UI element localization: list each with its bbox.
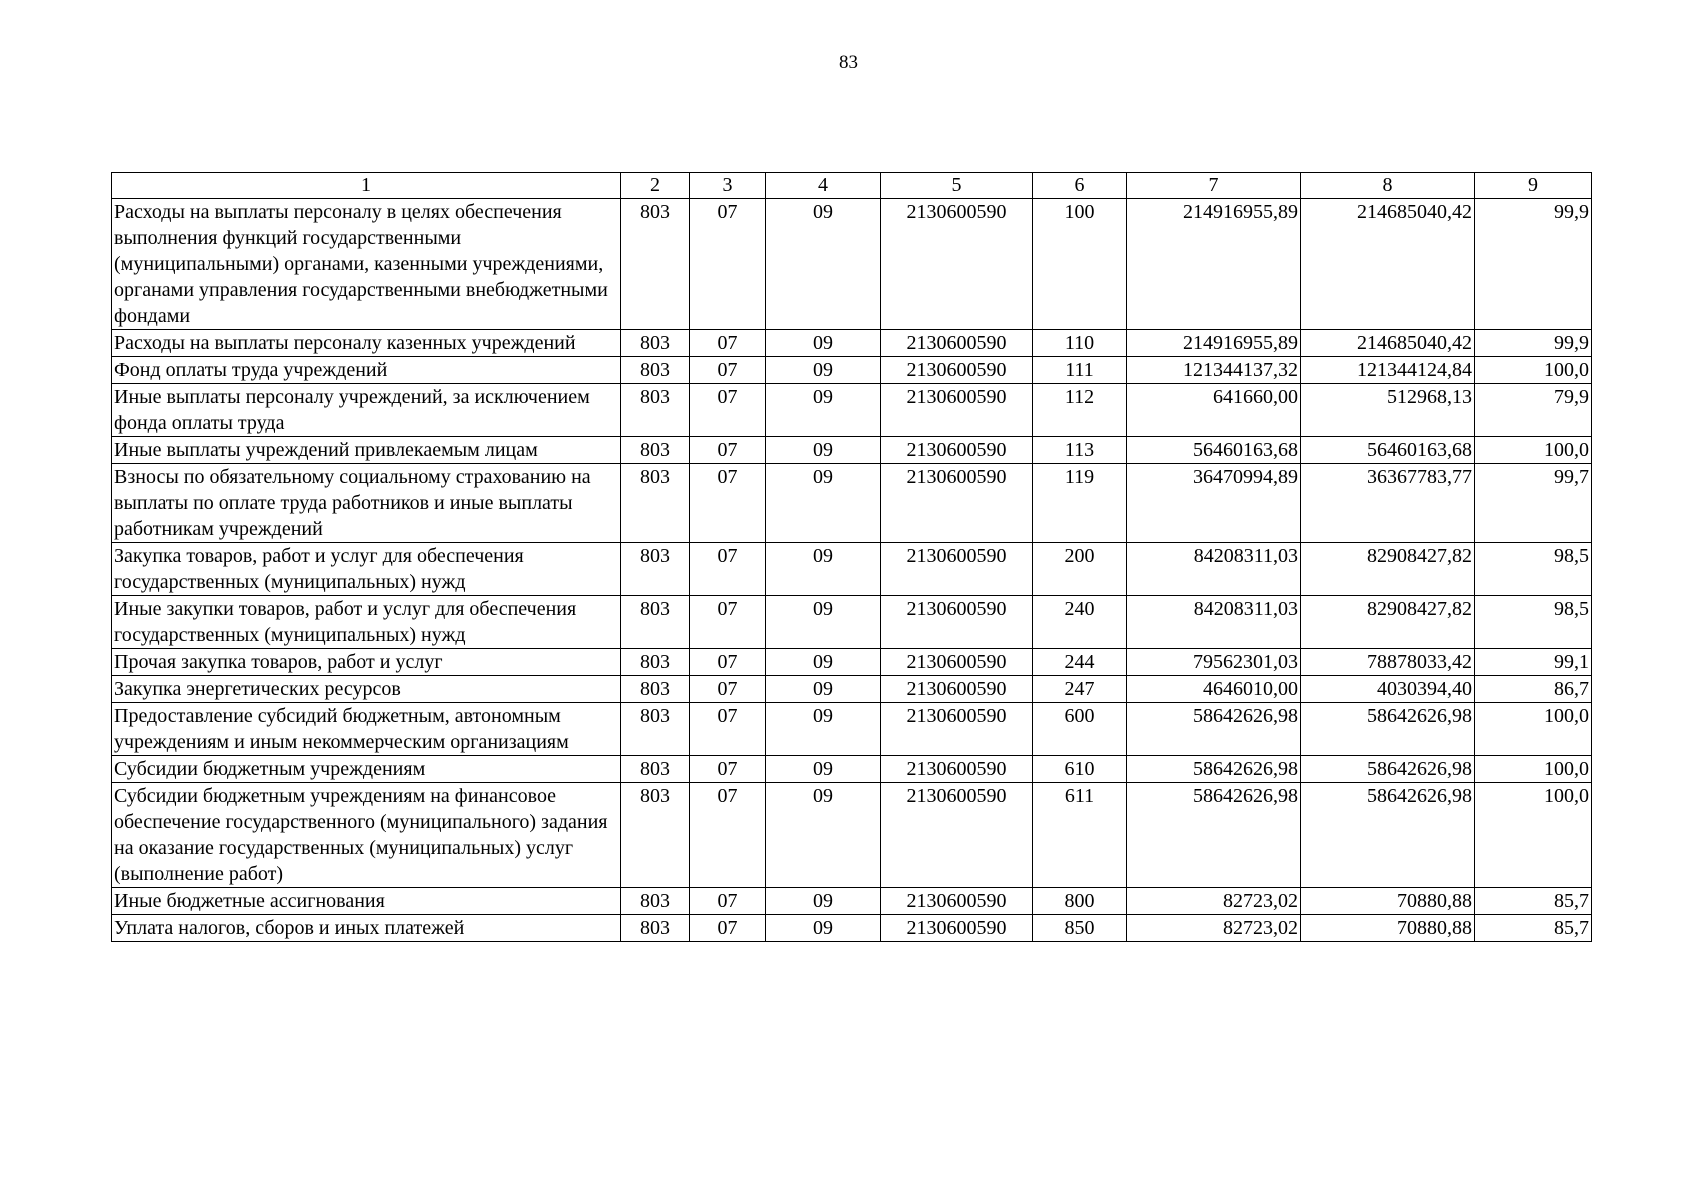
expense-type-cell: 200 [1033, 543, 1127, 596]
expense-name-cell: Уплата налогов, сборов и иных платежей [112, 915, 621, 942]
target-article-cell: 2130600590 [881, 199, 1033, 330]
subsection-code-cell: 09 [766, 199, 881, 330]
subsection-code-cell: 09 [766, 783, 881, 888]
section-code-cell: 07 [690, 888, 766, 915]
section-code-cell: 07 [690, 543, 766, 596]
execution-percent-cell: 98,5 [1475, 543, 1592, 596]
target-article-cell: 2130600590 [881, 703, 1033, 756]
expense-name-cell: Закупка энергетических ресурсов [112, 676, 621, 703]
section-code-cell: 07 [690, 649, 766, 676]
expense-name-cell: Иные выплаты персоналу учреждений, за исключением фонда оплаты труда [112, 384, 621, 437]
subsection-code-cell: 09 [766, 676, 881, 703]
table-row [112, 543, 1592, 596]
planned-amount-cell: 4646010,00 [1127, 676, 1301, 703]
ministry-code-cell: 803 [621, 783, 690, 888]
expense-type-cell: 247 [1033, 676, 1127, 703]
section-code-cell: 07 [690, 756, 766, 783]
expense-name-cell: Расходы на выплаты персоналу в целях обеспечения выполнения функций государственными (муниципальными) органами, казенными учреждениями, органами управления государственными внебюджетными фондами [112, 199, 621, 330]
planned-amount-cell: 214916955,89 [1127, 199, 1301, 330]
execution-percent-cell: 79,9 [1475, 384, 1592, 437]
expense-name-cell: Прочая закупка товаров, работ и услуг [112, 649, 621, 676]
table-row [112, 464, 1592, 543]
expense-type-cell: 600 [1033, 703, 1127, 756]
section-code-cell: 07 [690, 676, 766, 703]
column-header: 2 [621, 173, 690, 199]
section-code-cell: 07 [690, 199, 766, 330]
ministry-code-cell: 803 [621, 384, 690, 437]
planned-amount-cell: 121344137,32 [1127, 357, 1301, 384]
executed-amount-cell: 214685040,42 [1301, 199, 1475, 330]
executed-amount-cell: 70880,88 [1301, 915, 1475, 942]
executed-amount-cell: 70880,88 [1301, 888, 1475, 915]
target-article-cell: 2130600590 [881, 888, 1033, 915]
table-row [112, 756, 1592, 783]
planned-amount-cell: 82723,02 [1127, 888, 1301, 915]
executed-amount-cell: 214685040,42 [1301, 330, 1475, 357]
executed-amount-cell: 58642626,98 [1301, 756, 1475, 783]
execution-percent-cell: 85,7 [1475, 915, 1592, 942]
expense-name-cell: Иные выплаты учреждений привлекаемым лицам [112, 437, 621, 464]
column-header: 7 [1127, 173, 1301, 199]
ministry-code-cell: 803 [621, 676, 690, 703]
expense-name-cell: Иные закупки товаров, работ и услуг для обеспечения государственных (муниципальных) нужд [112, 596, 621, 649]
execution-percent-cell: 98,5 [1475, 596, 1592, 649]
planned-amount-cell: 79562301,03 [1127, 649, 1301, 676]
section-code-cell: 07 [690, 464, 766, 543]
target-article-cell: 2130600590 [881, 915, 1033, 942]
expense-type-cell: 111 [1033, 357, 1127, 384]
ministry-code-cell: 803 [621, 703, 690, 756]
table-row [112, 676, 1592, 703]
subsection-code-cell: 09 [766, 703, 881, 756]
ministry-code-cell: 803 [621, 199, 690, 330]
table-row [112, 199, 1592, 330]
executed-amount-cell: 82908427,82 [1301, 596, 1475, 649]
expense-type-cell: 119 [1033, 464, 1127, 543]
executed-amount-cell: 58642626,98 [1301, 783, 1475, 888]
expense-type-cell: 244 [1033, 649, 1127, 676]
subsection-code-cell: 09 [766, 543, 881, 596]
planned-amount-cell: 82723,02 [1127, 915, 1301, 942]
executed-amount-cell: 58642626,98 [1301, 703, 1475, 756]
section-code-cell: 07 [690, 330, 766, 357]
planned-amount-cell: 641660,00 [1127, 384, 1301, 437]
column-header: 5 [881, 173, 1033, 199]
ministry-code-cell: 803 [621, 357, 690, 384]
table-row [112, 915, 1592, 942]
target-article-cell: 2130600590 [881, 357, 1033, 384]
executed-amount-cell: 82908427,82 [1301, 543, 1475, 596]
target-article-cell: 2130600590 [881, 437, 1033, 464]
executed-amount-cell: 36367783,77 [1301, 464, 1475, 543]
planned-amount-cell: 36470994,89 [1127, 464, 1301, 543]
target-article-cell: 2130600590 [881, 649, 1033, 676]
subsection-code-cell: 09 [766, 437, 881, 464]
planned-amount-cell: 84208311,03 [1127, 543, 1301, 596]
expense-type-cell: 100 [1033, 199, 1127, 330]
section-code-cell: 07 [690, 596, 766, 649]
executed-amount-cell: 4030394,40 [1301, 676, 1475, 703]
executed-amount-cell: 512968,13 [1301, 384, 1475, 437]
expense-name-cell: Расходы на выплаты персоналу казенных учреждений [112, 330, 621, 357]
ministry-code-cell: 803 [621, 649, 690, 676]
expense-type-cell: 113 [1033, 437, 1127, 464]
execution-percent-cell: 99,9 [1475, 199, 1592, 330]
subsection-code-cell: 09 [766, 756, 881, 783]
budget-table [111, 172, 1592, 942]
expense-name-cell: Закупка товаров, работ и услуг для обеспечения государственных (муниципальных) нужд [112, 543, 621, 596]
column-header: 4 [766, 173, 881, 199]
column-header: 3 [690, 173, 766, 199]
subsection-code-cell: 09 [766, 888, 881, 915]
table-row [112, 888, 1592, 915]
subsection-code-cell: 09 [766, 464, 881, 543]
subsection-code-cell: 09 [766, 357, 881, 384]
expense-type-cell: 110 [1033, 330, 1127, 357]
expense-type-cell: 850 [1033, 915, 1127, 942]
planned-amount-cell: 214916955,89 [1127, 330, 1301, 357]
target-article-cell: 2130600590 [881, 464, 1033, 543]
execution-percent-cell: 85,7 [1475, 888, 1592, 915]
execution-percent-cell: 99,1 [1475, 649, 1592, 676]
column-header: 6 [1033, 173, 1127, 199]
table-row [112, 703, 1592, 756]
execution-percent-cell: 86,7 [1475, 676, 1592, 703]
expense-type-cell: 112 [1033, 384, 1127, 437]
expense-type-cell: 611 [1033, 783, 1127, 888]
subsection-code-cell: 09 [766, 649, 881, 676]
executed-amount-cell: 56460163,68 [1301, 437, 1475, 464]
planned-amount-cell: 84208311,03 [1127, 596, 1301, 649]
target-article-cell: 2130600590 [881, 783, 1033, 888]
expense-name-cell: Фонд оплаты труда учреждений [112, 357, 621, 384]
execution-percent-cell: 99,7 [1475, 464, 1592, 543]
section-code-cell: 07 [690, 384, 766, 437]
ministry-code-cell: 803 [621, 543, 690, 596]
section-code-cell: 07 [690, 437, 766, 464]
execution-percent-cell: 100,0 [1475, 756, 1592, 783]
subsection-code-cell: 09 [766, 384, 881, 437]
expense-name-cell: Предоставление субсидий бюджетным, автономным учреждениям и иным некоммерческим организациям [112, 703, 621, 756]
table-row [112, 437, 1592, 464]
section-code-cell: 07 [690, 703, 766, 756]
table-row [112, 330, 1592, 357]
planned-amount-cell: 58642626,98 [1127, 703, 1301, 756]
ministry-code-cell: 803 [621, 596, 690, 649]
expense-type-cell: 610 [1033, 756, 1127, 783]
planned-amount-cell: 58642626,98 [1127, 783, 1301, 888]
planned-amount-cell: 56460163,68 [1127, 437, 1301, 464]
target-article-cell: 2130600590 [881, 676, 1033, 703]
column-header: 9 [1475, 173, 1592, 199]
ministry-code-cell: 803 [621, 888, 690, 915]
section-code-cell: 07 [690, 783, 766, 888]
expense-type-cell: 240 [1033, 596, 1127, 649]
expense-name-cell: Субсидии бюджетным учреждениям [112, 756, 621, 783]
page-number: 83 [839, 52, 858, 73]
execution-percent-cell: 100,0 [1475, 703, 1592, 756]
section-code-cell: 07 [690, 357, 766, 384]
ministry-code-cell: 803 [621, 330, 690, 357]
column-header: 1 [112, 173, 621, 199]
expense-name-cell: Взносы по обязательному социальному страхованию на выплаты по оплате труда работников и иные выплаты работникам учреждений [112, 464, 621, 543]
section-code-cell: 07 [690, 915, 766, 942]
subsection-code-cell: 09 [766, 596, 881, 649]
execution-percent-cell: 99,9 [1475, 330, 1592, 357]
target-article-cell: 2130600590 [881, 384, 1033, 437]
executed-amount-cell: 78878033,42 [1301, 649, 1475, 676]
target-article-cell: 2130600590 [881, 756, 1033, 783]
column-number-row [112, 173, 1592, 199]
ministry-code-cell: 803 [621, 437, 690, 464]
execution-percent-cell: 100,0 [1475, 783, 1592, 888]
table-row [112, 357, 1592, 384]
planned-amount-cell: 58642626,98 [1127, 756, 1301, 783]
execution-percent-cell: 100,0 [1475, 357, 1592, 384]
table-row [112, 649, 1592, 676]
table-row [112, 596, 1592, 649]
expense-type-cell: 800 [1033, 888, 1127, 915]
execution-percent-cell: 100,0 [1475, 437, 1592, 464]
expense-name-cell: Иные бюджетные ассигнования [112, 888, 621, 915]
ministry-code-cell: 803 [621, 756, 690, 783]
ministry-code-cell: 803 [621, 915, 690, 942]
table-row [112, 384, 1592, 437]
subsection-code-cell: 09 [766, 915, 881, 942]
executed-amount-cell: 121344124,84 [1301, 357, 1475, 384]
expense-name-cell: Субсидии бюджетным учреждениям на финансовое обеспечение государственного (муниципального) задания на оказание государственных (муниципальных) услуг (выполнение работ) [112, 783, 621, 888]
target-article-cell: 2130600590 [881, 543, 1033, 596]
ministry-code-cell: 803 [621, 464, 690, 543]
target-article-cell: 2130600590 [881, 330, 1033, 357]
subsection-code-cell: 09 [766, 330, 881, 357]
column-header: 8 [1301, 173, 1475, 199]
table-row [112, 783, 1592, 888]
target-article-cell: 2130600590 [881, 596, 1033, 649]
